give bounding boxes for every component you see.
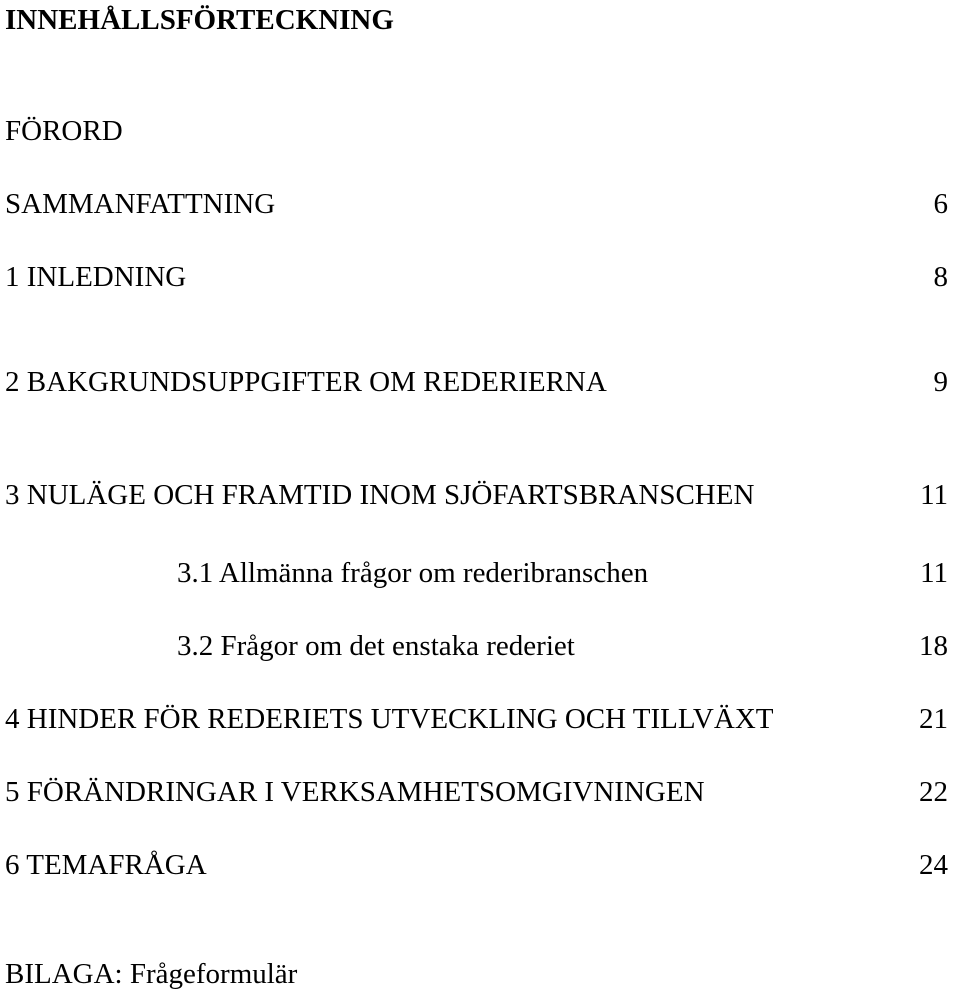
toc-entry-label: 2 BAKGRUNDSUPPGIFTER OM REDERIERNA	[5, 366, 607, 398]
toc-entry-page: 8	[933, 261, 948, 293]
toc-entry-label: BILAGA: Frågeformulär	[5, 958, 298, 990]
toc-entry-hinder	[5, 703, 948, 739]
toc-entry-bakgrundsuppgifter	[5, 366, 948, 402]
toc-entry-temafraga	[5, 849, 948, 885]
toc-entry-inledning	[5, 261, 948, 297]
toc-entry-label: FÖRORD	[5, 115, 123, 147]
toc-entry-page: 24	[919, 849, 948, 881]
toc-subentry-3-2	[5, 630, 948, 666]
toc-entry-label: 1 INLEDNING	[5, 261, 187, 293]
toc-entry-bilaga	[5, 958, 948, 994]
toc-entry-label: 4 HINDER FÖR REDERIETS UTVECKLING OCH TILLVÄXT	[5, 703, 774, 735]
toc-entry-label: SAMMANFATTNING	[5, 188, 276, 220]
toc-entry-label: 3 NULÄGE OCH FRAMTID INOM SJÖFARTSBRANSCHEN	[5, 479, 755, 511]
toc-entry-forandringar	[5, 776, 948, 812]
toc-entry-label: 6 TEMAFRÅGA	[5, 849, 207, 881]
toc-entry-page: 21	[919, 703, 948, 735]
toc-entry-nulage	[5, 479, 948, 515]
toc-entry-page: 6	[933, 188, 948, 220]
toc-entry-label: 3.2 Frågor om det enstaka rederiet	[177, 630, 575, 662]
toc-subentry-3-1	[5, 557, 948, 593]
toc-entry-page: 22	[919, 776, 948, 808]
toc-entry-label: 3.1 Allmänna frågor om rederibranschen	[177, 557, 649, 589]
toc-entry-page: 18	[919, 630, 948, 662]
toc-entry-page: 11	[920, 479, 948, 511]
toc-entry-sammanfattning	[5, 188, 948, 224]
toc-entry-page: 9	[933, 366, 948, 398]
toc-entry-label: 5 FÖRÄNDRINGAR I VERKSAMHETSOMGIVNINGEN	[5, 776, 705, 808]
toc-entry-fororord	[5, 115, 948, 151]
toc-title: INNEHÅLLSFÖRTECKNING	[5, 4, 394, 36]
toc-entry-page: 11	[920, 557, 948, 589]
